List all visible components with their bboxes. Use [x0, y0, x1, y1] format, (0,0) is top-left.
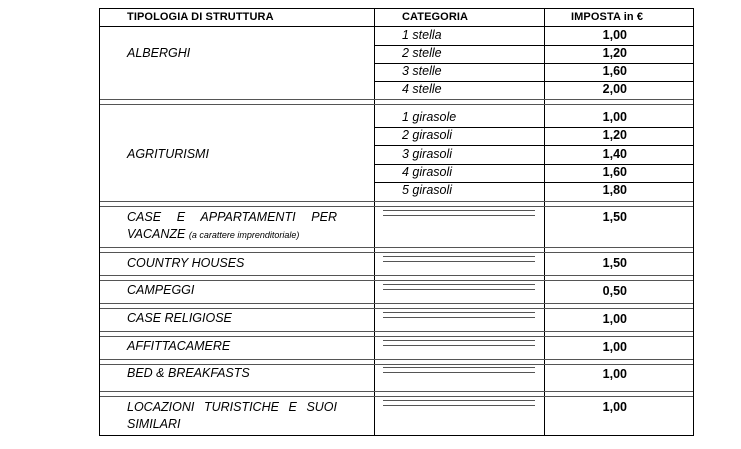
category-cell: 1 girasole	[402, 110, 457, 124]
category-cell: 5 girasoli	[402, 183, 453, 197]
section-divider	[100, 275, 693, 281]
country-houses-label: COUNTRY HOUSES	[127, 256, 245, 270]
tax-cell: 1,60	[602, 64, 627, 78]
tax-cell: 1,20	[602, 128, 627, 142]
category-cell: 3 girasoli	[402, 147, 453, 161]
campeggi-label: CAMPEGGI	[127, 283, 195, 297]
section-divider	[100, 303, 693, 309]
section-divider	[100, 201, 693, 207]
empty-category-marker	[383, 256, 535, 262]
case-appartamenti-label: CASE E APPARTAMENTI PER	[127, 210, 337, 224]
category-cell: 4 girasoli	[402, 165, 453, 179]
case-appartamenti-label-line2: VACANZE (a carattere imprenditoriale)	[127, 227, 300, 241]
header-category: CATEGORIA	[402, 11, 469, 23]
category-cell: 4 stelle	[402, 82, 442, 96]
bed-breakfasts-label: BED & BREAKFASTS	[127, 366, 250, 380]
tax-cell: 1,40	[602, 147, 627, 161]
tax-cell: 1,00	[602, 367, 627, 381]
tax-cell: 0,50	[602, 284, 627, 298]
alberghi-label: ALBERGHI	[127, 46, 191, 60]
header-type: TIPOLOGIA DI STRUTTURA	[127, 11, 274, 23]
category-cell: 1 stella	[402, 28, 442, 42]
column-divider	[374, 9, 375, 435]
section-divider	[100, 247, 693, 253]
tax-cell: 1,00	[602, 400, 627, 414]
tax-cell: 1,00	[602, 312, 627, 326]
tax-cell: 1,80	[602, 183, 627, 197]
empty-category-marker	[383, 340, 535, 346]
column-divider	[544, 9, 545, 435]
locazioni-label-line2: SIMILARI	[127, 417, 181, 431]
section-divider	[100, 391, 693, 397]
tax-cell: 1,00	[602, 110, 627, 124]
header-tax: IMPOSTA in €	[571, 11, 644, 23]
empty-category-marker	[383, 210, 535, 216]
tax-cell: 2,00	[602, 82, 627, 96]
tax-cell: 1,50	[602, 256, 627, 270]
tax-cell: 1,60	[602, 165, 627, 179]
section-divider	[100, 331, 693, 337]
empty-category-marker	[383, 312, 535, 318]
empty-category-marker	[383, 400, 535, 406]
affittacamere-label: AFFITTACAMERE	[127, 339, 231, 353]
locazioni-label: LOCAZIONI TURISTICHE E SUOI	[127, 400, 337, 414]
section-divider	[100, 99, 693, 105]
header-divider	[100, 26, 693, 27]
case-religiose-label: CASE RELIGIOSE	[127, 311, 232, 325]
category-cell: 2 stelle	[402, 46, 442, 60]
tax-cell: 1,20	[602, 46, 627, 60]
category-cell: 2 girasoli	[402, 128, 453, 142]
agriturismi-label: AGRITURISMI	[127, 147, 209, 161]
tax-table	[99, 8, 694, 436]
empty-category-marker	[383, 284, 535, 290]
row-divider	[374, 145, 693, 146]
tax-cell: 1,50	[602, 210, 627, 224]
tax-cell: 1,00	[602, 28, 627, 42]
section-divider	[100, 359, 693, 365]
category-cell: 3 stelle	[402, 64, 442, 78]
tax-cell: 1,00	[602, 340, 627, 354]
empty-category-marker	[383, 367, 535, 373]
case-appartamenti-note: (a carattere imprenditoriale)	[188, 230, 300, 240]
